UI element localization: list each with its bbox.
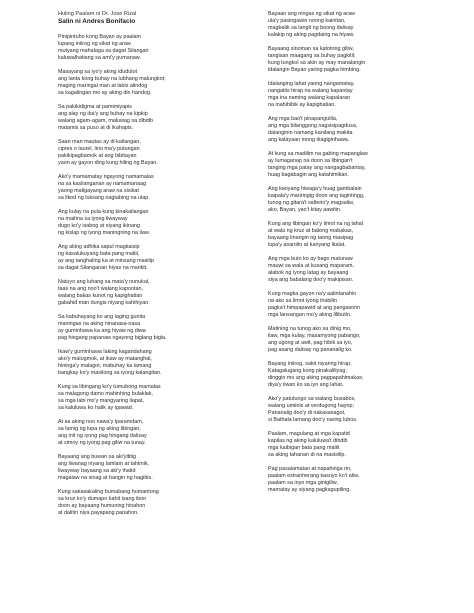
verse-line: mga kaibigan bata pang maliit [268, 445, 340, 451]
verse-line: sa malagong damo mahinhing bulaklak, [58, 391, 153, 398]
verse-line: na ako sa limot iyong ihabilin [268, 298, 337, 305]
verse-line: sa mga labi mo'y mangyaring ilapat, [58, 397, 144, 404]
stanza [58, 34, 246, 62]
right-stanzas [268, 11, 454, 494]
verse-line: Sa kabuhayang ko ang laging gunita [58, 314, 146, 321]
stanza [58, 419, 246, 447]
stanza [268, 46, 454, 74]
verse-line: magalaw na sinag at hangin ng hagibis. [58, 474, 153, 481]
verse-line: sa likod ng luksang nagtabing na ulap. [58, 194, 150, 201]
verse-line: bangkay ko'y masilong sa iyong kalangitan. [58, 369, 162, 376]
verse-line: maningas na aking ninanasa-nasa [58, 321, 141, 328]
verse-line: Ako'y patutungo sa walang busabos, [268, 396, 356, 403]
verse-line: Paalam, magulang at mga kapatid [268, 431, 350, 438]
verse-line: yaon ay gayon ding kung hiling ng Bayan. [58, 159, 158, 166]
verse-line: Pinipintuho kong Bayan ay paalam [58, 34, 142, 40]
verse-line: pag asang dalisay ng pananalig ko. [268, 346, 353, 353]
verse-line: Ako'y mamamatay ngayong namamalas [58, 174, 154, 181]
verse-line: sa kaluluwa ko halik ay igawad. [58, 404, 134, 411]
verse-line: Ang aking adhika sapul magkaisip [58, 244, 140, 251]
verse-line: Ang kanyang hiwaga'y huag gambalain [268, 186, 362, 193]
verse-line: sa kagalingan mo ay aking din handog. [58, 89, 152, 96]
verse-line: kalakip ng aking pagdaing na hiyaw. [268, 31, 355, 38]
verse-line: walang umiinis at verdugong hayop; [268, 403, 355, 410]
verse-line: ako, Bayan, yao't kitay aawitin. [268, 206, 342, 213]
verse-line: mauwi sa wala at kusang maparam, [268, 263, 354, 270]
verse-line: tangisan maagang sa buhay pagkitil; [268, 52, 356, 59]
stanza [268, 186, 454, 214]
verse-line: mutyang mahalaga sa dagat Silangan [58, 47, 149, 54]
verse-line: Matining na tunog ako sa dinig mo, [268, 326, 352, 333]
verse-line: yaong maligayang araw na sisikat [58, 187, 139, 194]
translator-credit: Salin ni Andres Bonifacio [58, 18, 136, 25]
verse-line: ilaw, mga kulay, masamyong pabango, [268, 333, 361, 340]
left-stanzas [58, 34, 246, 517]
verse-line: ang lanta kong buhay na lubhang malungkot; [58, 75, 166, 82]
stanza [58, 279, 246, 307]
verse-line: ng kasalukuyang bata pang maliit, [58, 251, 140, 257]
verse-line: Bayaan ang ningas ng sikat ng araw [268, 11, 355, 17]
verse-line: Kung sa libingang ko'y tumubong mamalas [58, 384, 161, 391]
poem-title: Huling Paalam ni Dr. Jose Rizal [58, 11, 137, 17]
verse-line: Kung sakasakaling bumabang humantong [58, 489, 159, 496]
verse-line: ng kislap ng iyong maningning na ilaw. [58, 229, 151, 236]
verse-line: matamis sa puso at di ikahapis. [58, 124, 134, 131]
stanza [58, 384, 246, 412]
stanza [58, 174, 246, 202]
stanza [268, 291, 454, 319]
verse-line: Idalanging lahat yaong nangamatay, [268, 81, 355, 88]
verse-line: kaipala'y mariringig doon ang tagintingg, [268, 192, 365, 199]
stanza [58, 139, 246, 167]
verse-line: pag hingang papanaw ngayong biglang bigla. [58, 334, 167, 341]
verse-line: ang kalayaan mong ikagiginhawa. [268, 136, 350, 143]
stanza [268, 361, 454, 389]
verse-line: maging maringal man at labis alindog [58, 82, 148, 89]
stanza [58, 314, 246, 342]
stanza [268, 151, 454, 179]
verse-line: diya'y iiwan ko sa iyo ang lahat. [268, 381, 344, 388]
verse-line: Kung magka gayon na'y aalintanahin [268, 291, 357, 298]
verse-line: kapilas ng aking kaluluwa't dibdib [268, 438, 348, 445]
verse-line: na inahihibik ay kapighatian. [268, 101, 336, 108]
verse-line: Bayang iniirog, sakit niyaring hirap, [268, 361, 352, 368]
verse-line: pagka't himpapawid at ang pangasorin [268, 304, 361, 311]
stanza [268, 466, 454, 494]
verse-line: ula'y pasingawin noong kainitan, [268, 17, 346, 24]
verse-line: gabahid man dungis niyang kahihiyan. [58, 299, 150, 306]
verse-line: At sa aking noo nawa'y iparamdam, [58, 419, 144, 426]
stanza [58, 349, 246, 377]
verse-line: Ang mga buto ko ay bago matunaw [268, 256, 353, 263]
verse-line: ay lumaganap na doon sa libingan't [268, 157, 353, 164]
verse-line: Masayang sa iyo'y aking idudulot [58, 69, 137, 76]
verse-line: siya ang babalang doo'y makipisan. [268, 276, 354, 283]
verse-line: ay guminhawa ka ang hiyaw ng diwa [58, 327, 146, 334]
verse-line: tanging mga patay ang nangagbabantay, [268, 164, 366, 171]
verse-line: doon ay bayaang humuning hinahon [58, 503, 146, 510]
stanza [268, 256, 454, 284]
verse-line: Sa pakikidigma at pamimiyapis [58, 104, 133, 111]
verse-line: na maitina sa iyong liwayway [58, 215, 128, 222]
verse-line: hininga'y malagot, mabuhay ka lamang [58, 362, 152, 369]
verse-line: Bayaang sinoman sa katotong giliw, [268, 46, 354, 53]
verse-line: mamatay ay siyang pagkagupiling. [268, 486, 351, 493]
verse-line: Natuyo ang luhang sa mata'y nunukal, [58, 279, 150, 286]
stanza [268, 11, 454, 39]
verse-line: ang liwanag niyang lamlam at tahimik, [58, 461, 150, 468]
verse-line: ako'y malugmok, at ikaw ay matanghal, [58, 356, 152, 363]
stanza [268, 431, 454, 459]
verse-line: mga ina naming walang kapalaran [268, 94, 351, 101]
verse-line: Kung ang libingan ko'y limot na ng lahat [268, 221, 364, 228]
verse-line: ang ugong at awit, pag hibik sa iyo, [268, 339, 353, 346]
verse-line: si Bathala lamang doo'y naring lubos. [268, 416, 358, 423]
verse-line: sa dagat Silanganan hiyas na marikit. [58, 264, 148, 271]
verse-line: dugo ko'y isabog at siyang ikinang [58, 222, 140, 229]
verse-line: Ikaw'y guminhawa laking kagandahang [58, 349, 152, 356]
verse-line: nangatiis hirap na walang kapantay [268, 87, 353, 94]
verse-line: at dalitin niya payapang panahon. [58, 509, 139, 516]
verse-line: Bayaang ang buwan sa aki'yititig [58, 454, 137, 461]
left-column [58, 11, 246, 613]
verse-line: taas na ang noo't walang kapootan, [58, 286, 143, 293]
verse-line: walang bakas kunot ng kapighatian [58, 292, 143, 299]
verse-line: dinggin mo ang aking pagpapahimakas; [268, 374, 364, 381]
verse-line: Pag pasalamatan at napahinga rin, [268, 466, 352, 473]
right-column [268, 11, 454, 613]
verse-line: lupang iniirog ng sikat ng araw [58, 40, 131, 47]
verse-line: cipres o laurel, lirio ma'y putungan [58, 145, 140, 152]
verse-line: kaluwalhatiang sa ami'y pumanaw. [58, 54, 141, 61]
verse-line: at wala ng kruz at batong mabakas, [268, 228, 354, 234]
verse-line: ang alay ng iba'y ang buhay na kipkip [58, 110, 148, 117]
verse-line: bayaang linangin ng taong masipag [268, 234, 354, 241]
verse-line: sa aking tahanan di na masisilip. [268, 451, 346, 458]
verse-line: At kung sa madilim na gabing mapanglaw [268, 151, 368, 158]
verse-line: sa kruz ko'y dumapo kahit isang ibon [58, 496, 147, 503]
stanza [268, 116, 454, 144]
verse-line: pakikipagbamok at ang bibitayan [58, 152, 137, 159]
stanza [268, 81, 454, 109]
verse-line: Katagalugang kong pinakaliliyag, [268, 368, 347, 375]
verse-line: walang agam-agam, maluwag sa dibdib [58, 117, 153, 124]
verse-line: liwayway bayaang sa aki'y ihatid [58, 468, 136, 474]
verse-line: idalangin Bayan yaring pagka himbing. [268, 66, 361, 73]
stanza [58, 69, 246, 97]
verse-line: Saan man mautas ay di kailangan, [58, 139, 141, 146]
verse-line: Ang kulay na pula kung kinakailangan [58, 209, 149, 216]
verse-line: alabok ng iyong latag ay bayaang [268, 269, 349, 276]
stanza [268, 396, 454, 424]
verse-line: lupa'y asarolin at kanyang ikalat. [268, 241, 346, 248]
verse-line: dalanginin namang kanilang makita [268, 129, 353, 136]
verse-line: magbalik sa langit ng boong dalisay [268, 24, 354, 31]
verse-line: Ang mga bao't pinapangulila, [268, 116, 338, 123]
stanza [268, 326, 454, 354]
verse-line: ay ang tanghaling ka at minsang masilip [58, 257, 154, 264]
verse-line: ang mga bilanggong nagsisipagdusa, [268, 122, 358, 129]
stanza [268, 221, 454, 249]
stanza [58, 104, 246, 132]
verse-line: at simoy ng iyong pag giliw na tunay. [58, 439, 146, 446]
verse-line: mga lansangan mo'y aking lilibutin. [268, 311, 352, 318]
verse-line: paalam estranherang kasuyo ko't aliw, [268, 473, 360, 480]
verse-line: kung tungkol sa akin ay may manalangin [268, 59, 366, 66]
verse-line: sa lamig ng lupa ng aking libingan, [58, 426, 141, 433]
verse-line: tunog ng gitara't salterio'y magsaliw, [268, 199, 355, 206]
verse-line: paalam sa inyo mga ginigiliw, [268, 480, 338, 487]
verse-line: huag bagabagin ang katahimikan. [268, 171, 349, 178]
stanza [58, 454, 246, 482]
verse-line: ang init ng iyong pag hingang dalisay [58, 432, 147, 439]
verse-line: Pananalig doo'y di nakasasagot, [268, 409, 346, 416]
verse-line: na sa kasilanganan ay namamanaag [58, 180, 147, 187]
stanza [58, 209, 246, 237]
stanza [58, 244, 246, 272]
stanza [58, 489, 246, 517]
